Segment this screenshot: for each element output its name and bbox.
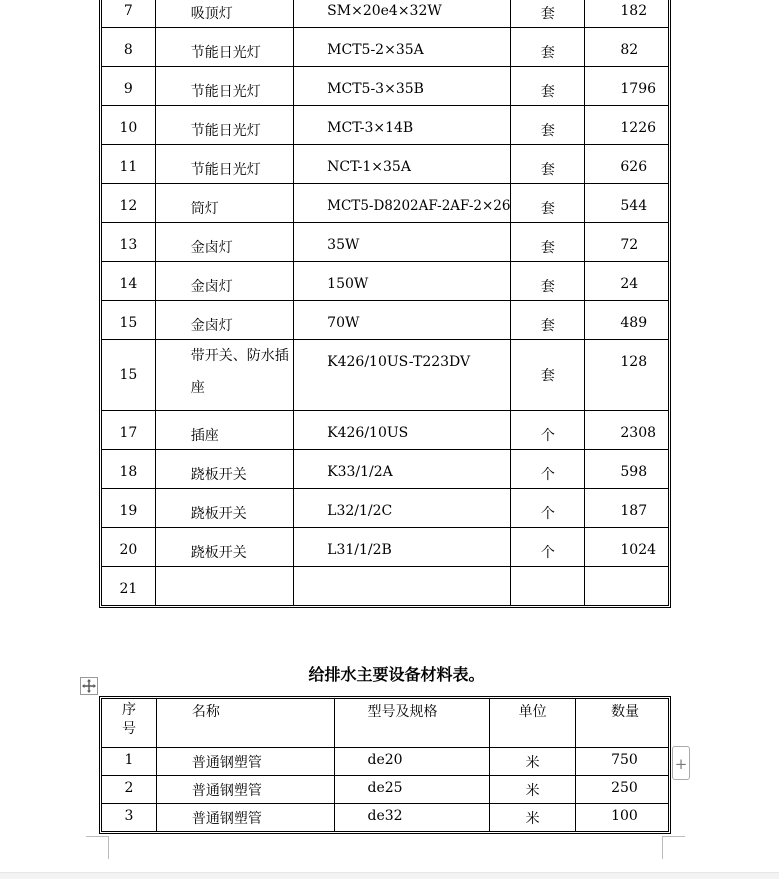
cell-name[interactable]: 筒灯	[155, 184, 293, 223]
cell-no[interactable]: 11	[102, 145, 156, 184]
cell-no[interactable]: 7	[102, 0, 156, 28]
cell-unit[interactable]: 个	[511, 450, 585, 489]
table-row	[102, 748, 669, 776]
table-row	[102, 262, 669, 301]
cell-no[interactable]: 14	[102, 262, 156, 301]
cell-qty[interactable]: 128	[585, 340, 669, 411]
cell-qty[interactable]: 250	[576, 776, 669, 804]
cell-name[interactable]: 节能日光灯	[155, 145, 293, 184]
cell-no[interactable]: 3	[102, 804, 157, 832]
table-row	[102, 301, 669, 340]
cell-unit[interactable]: 套	[511, 28, 585, 67]
cell-no[interactable]: 19	[102, 489, 156, 528]
cell-model[interactable]: K426/10US	[294, 411, 511, 450]
cell-name[interactable]: 跷板开关	[155, 450, 293, 489]
cell-model[interactable]: NCT-1×35A	[294, 145, 511, 184]
cell-model[interactable]: MCT5-D8202AF-2AF-2×26	[294, 184, 511, 223]
cell-unit[interactable]: 米	[490, 748, 576, 776]
cell-model[interactable]: de32	[334, 804, 490, 832]
cell-no[interactable]: 15	[102, 301, 156, 340]
cell-no[interactable]: 8	[102, 28, 156, 67]
cell-model[interactable]: MCT5-2×35A	[294, 28, 511, 67]
equipment-table-electrical	[101, 0, 669, 606]
cell-qty[interactable]	[585, 567, 669, 606]
cell-name[interactable]: 跷板开关	[155, 489, 293, 528]
cell-name[interactable]: 吸顶灯	[155, 0, 293, 28]
table-row	[102, 804, 669, 832]
cell-qty[interactable]: 187	[585, 489, 669, 528]
cell-unit[interactable]: 套	[511, 301, 585, 340]
cell-unit[interactable]: 套	[511, 106, 585, 145]
cell-unit[interactable]: 个	[511, 528, 585, 567]
cell-qty[interactable]: 626	[585, 145, 669, 184]
cell-no[interactable]: 2	[102, 776, 157, 804]
header-name[interactable]: 名称	[156, 699, 334, 748]
cell-qty[interactable]: 72	[585, 223, 669, 262]
move-icon[interactable]	[80, 677, 98, 695]
add-row-button[interactable]: +	[672, 746, 690, 780]
cell-model[interactable]: de20	[334, 748, 490, 776]
table-row	[102, 567, 669, 606]
table-row	[102, 184, 669, 223]
cell-no[interactable]: 20	[102, 528, 156, 567]
cell-qty[interactable]: 544	[585, 184, 669, 223]
cell-unit[interactable]: 套	[511, 184, 585, 223]
cell-no[interactable]: 13	[102, 223, 156, 262]
cell-qty[interactable]: 2308	[585, 411, 669, 450]
table-row	[102, 528, 669, 567]
cell-name[interactable]: 节能日光灯	[155, 28, 293, 67]
table-row	[102, 489, 669, 528]
cell-unit[interactable]: 套	[511, 0, 585, 28]
table-row	[102, 145, 669, 184]
header-model[interactable]: 型号及规格	[334, 699, 490, 748]
cell-unit[interactable]: 套	[511, 145, 585, 184]
cell-name[interactable]: 节能日光灯	[155, 67, 293, 106]
cell-qty[interactable]: 100	[576, 804, 669, 832]
cell-qty[interactable]: 182	[585, 0, 669, 28]
cell-qty[interactable]: 750	[576, 748, 669, 776]
cell-no[interactable]: 10	[102, 106, 156, 145]
table-title-water-supply: 给排水主要设备材料表。	[308, 665, 485, 684]
table-row	[102, 450, 669, 489]
cell-qty[interactable]: 489	[585, 301, 669, 340]
table-header-row	[102, 699, 669, 748]
cell-name[interactable]: 普通钢塑管	[156, 776, 334, 804]
page-margin-corner-left	[86, 836, 109, 859]
header-unit[interactable]: 单位	[490, 699, 576, 748]
cell-unit[interactable]: 个	[511, 489, 585, 528]
header-no[interactable]	[102, 699, 157, 748]
cell-no[interactable]: 18	[102, 450, 156, 489]
cell-unit[interactable]: 米	[490, 776, 576, 804]
cell-qty[interactable]: 82	[585, 28, 669, 67]
cell-model[interactable]: K426/10US-T223DV	[294, 340, 511, 411]
cell-unit[interactable]: 套	[511, 67, 585, 106]
cell-qty[interactable]: 1024	[585, 528, 669, 567]
cell-name[interactable]: 带开关、防水插座	[155, 340, 293, 411]
cell-name[interactable]: 金卤灯	[155, 301, 293, 340]
cell-model[interactable]: SM×20e4×32W	[294, 0, 511, 28]
cell-name[interactable]: 金卤灯	[155, 262, 293, 301]
table-row	[102, 340, 669, 411]
cell-name[interactable]: 普通钢塑管	[156, 804, 334, 832]
cell-unit[interactable]: 套	[511, 340, 585, 411]
cell-qty[interactable]: 1226	[585, 106, 669, 145]
header-no-label: 序号	[121, 702, 136, 737]
cell-unit[interactable]: 个	[511, 411, 585, 450]
cell-name[interactable]: 节能日光灯	[155, 106, 293, 145]
cell-qty[interactable]: 24	[585, 262, 669, 301]
cell-no[interactable]: 1	[102, 748, 157, 776]
cell-no[interactable]: 15	[102, 340, 156, 411]
cell-model[interactable]: 35W	[294, 223, 511, 262]
page-margin-corner-right	[662, 836, 685, 859]
cell-no[interactable]: 17	[102, 411, 156, 450]
cell-qty[interactable]: 1796	[585, 67, 669, 106]
cell-qty[interactable]: 598	[585, 450, 669, 489]
table-row	[102, 776, 669, 804]
table-row	[102, 67, 669, 106]
header-qty[interactable]: 数量	[576, 699, 669, 748]
cell-model[interactable]: MCT5-3×35B	[294, 67, 511, 106]
cell-name[interactable]	[155, 567, 293, 606]
cell-unit[interactable]: 套	[511, 262, 585, 301]
cell-model[interactable]: MCT-3×14B	[294, 106, 511, 145]
cell-no[interactable]: 9	[102, 67, 156, 106]
table-row	[102, 411, 669, 450]
cell-name[interactable]: 跷板开关	[155, 528, 293, 567]
cell-model[interactable]: K33/1/2A	[294, 450, 511, 489]
table-row	[102, 223, 669, 262]
cell-name[interactable]: 金卤灯	[155, 223, 293, 262]
cell-name[interactable]: 普通钢塑管	[156, 748, 334, 776]
cell-name[interactable]: 插座	[155, 411, 293, 450]
cell-model[interactable]: 70W	[294, 301, 511, 340]
cell-unit[interactable]	[511, 567, 585, 606]
cell-model[interactable]: 150W	[294, 262, 511, 301]
table-row	[102, 28, 669, 67]
cell-model[interactable]: L31/1/2B	[294, 528, 511, 567]
cell-model[interactable]	[294, 567, 511, 606]
cell-unit[interactable]: 套	[511, 223, 585, 262]
table-row	[102, 0, 669, 28]
cell-unit[interactable]: 米	[490, 804, 576, 832]
cell-model[interactable]: L32/1/2C	[294, 489, 511, 528]
table-row	[102, 106, 669, 145]
equipment-table-water-supply	[101, 698, 669, 832]
cell-model[interactable]: de25	[334, 776, 490, 804]
cell-no[interactable]: 12	[102, 184, 156, 223]
cell-no[interactable]: 21	[102, 567, 156, 606]
